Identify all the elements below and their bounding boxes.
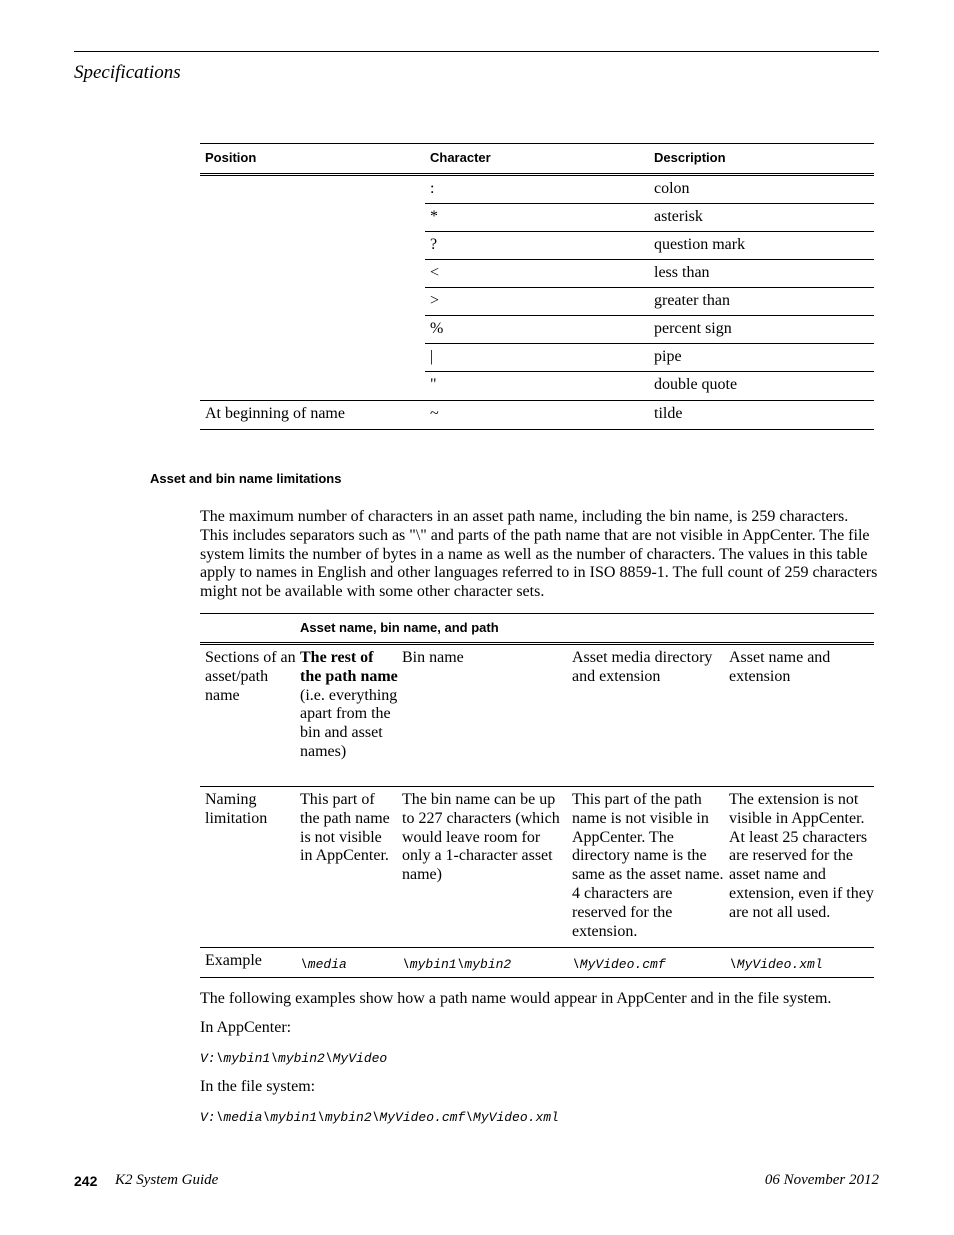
invalid-characters-table bbox=[200, 143, 874, 430]
cell-character: < bbox=[430, 264, 440, 281]
cell-description: colon bbox=[654, 180, 690, 197]
cell-asset-name: The extension is not visible in AppCenter. At least 25 characters are reserved for the asset name and extension, even if they are not all used. bbox=[729, 791, 874, 921]
cell-description: tilde bbox=[654, 405, 683, 422]
table-row bbox=[200, 232, 874, 260]
appcenter-path: V:\mybin1\mybin2\MyVideo bbox=[200, 1051, 388, 1066]
filesystem-path: V:\media\mybin1\mybin2\MyVideo.cmf\MyVideo.xml bbox=[200, 1110, 559, 1125]
table-header-label: Asset name, bin name, and path bbox=[300, 620, 499, 635]
publication-date: 06 November 2012 bbox=[764, 1172, 879, 1188]
table-row-limitation bbox=[200, 787, 874, 948]
table-header bbox=[200, 143, 874, 176]
cell-media-directory: \MyVideo.cmf bbox=[572, 957, 666, 972]
cell-description: question mark bbox=[654, 236, 746, 253]
page-number: 242 bbox=[74, 1173, 98, 1189]
table-row bbox=[200, 288, 874, 316]
cell-position: At beginning of name bbox=[205, 405, 345, 422]
cell-asset-name: \MyVideo.xml bbox=[729, 957, 823, 972]
cell-description: pipe bbox=[654, 348, 682, 365]
table-row bbox=[200, 260, 874, 288]
cell-bin-name: Bin name bbox=[402, 649, 464, 666]
table-row bbox=[200, 316, 874, 344]
table-row bbox=[200, 344, 874, 372]
table-row bbox=[200, 401, 874, 430]
cell-character: * bbox=[430, 208, 438, 225]
cell-character: " bbox=[430, 376, 437, 393]
table-row bbox=[200, 372, 874, 401]
appcenter-label: In AppCenter: bbox=[200, 1019, 292, 1036]
examples-intro: The following examples show how a path name would appear in AppCenter and in the file system. bbox=[200, 990, 832, 1007]
running-head: Specifications bbox=[74, 62, 181, 83]
cell-character: ~ bbox=[430, 405, 439, 422]
cell-description: greater than bbox=[654, 292, 730, 309]
cell-character: : bbox=[430, 180, 435, 197]
cell-asset-name: Asset name and extension bbox=[729, 649, 831, 685]
row-label: Sections of an asset/path name bbox=[205, 649, 296, 704]
table-row-example bbox=[200, 948, 874, 978]
cell-rest-of-path bbox=[300, 649, 398, 762]
asset-name-limits-table bbox=[200, 613, 874, 978]
body-paragraph: The maximum number of characters in an asset path name, including the bin name, is 259 characters. This includes separators such as "\" and parts of the path name that are not visible in AppCenter. The file system limits the number of bytes in a name as well as the number of characters. The values in this table apply to names in English and other languages referred to in ISO 8859-1. The full count of 259 characters might not be available with some other character sets. bbox=[200, 508, 878, 601]
cell-rest-of-path: \media bbox=[300, 957, 347, 972]
cell-bin-name: \mybin1\mybin2 bbox=[402, 957, 512, 972]
cell-description: double quote bbox=[654, 376, 738, 393]
cell-bin-name: The bin name can be up to 227 characters (which would leave room for only a 1-character asset name) bbox=[402, 791, 560, 884]
top-rule bbox=[74, 51, 879, 52]
cell-rest-of-path: This part of the path name is not visible in AppCenter. bbox=[300, 791, 390, 865]
filesystem-label: In the file system: bbox=[200, 1078, 316, 1095]
cell-description: less than bbox=[654, 264, 710, 281]
column-header-character: Character bbox=[430, 150, 491, 165]
column-header-description: Description bbox=[654, 150, 726, 165]
cell-rest-plain: (i.e. everything apart from the bin and asset names) bbox=[300, 686, 398, 760]
table-row bbox=[200, 204, 874, 232]
row-label: Naming limitation bbox=[205, 791, 268, 827]
cell-description: percent sign bbox=[654, 320, 732, 337]
column-header-position: Position bbox=[205, 150, 257, 165]
table-row bbox=[200, 176, 874, 204]
cell-media-directory: Asset media directory and extension bbox=[572, 649, 713, 685]
cell-character: % bbox=[430, 320, 444, 337]
table-header bbox=[200, 613, 874, 645]
table-row-sections bbox=[200, 645, 874, 787]
cell-media-directory: This part of the path name is not visible in AppCenter. The directory name is the same as the asset name. 4 characters are reserved for the extension. bbox=[572, 791, 724, 940]
row-label: Example bbox=[205, 952, 262, 969]
guide-title: K2 System Guide bbox=[115, 1172, 219, 1188]
cell-character: ? bbox=[430, 236, 438, 253]
cell-character: | bbox=[430, 348, 434, 365]
section-heading: Asset and bin name limitations bbox=[150, 471, 342, 486]
cell-description: asterisk bbox=[654, 208, 703, 225]
cell-rest-bold: The rest of the path name bbox=[300, 649, 398, 685]
cell-character: > bbox=[430, 292, 440, 309]
